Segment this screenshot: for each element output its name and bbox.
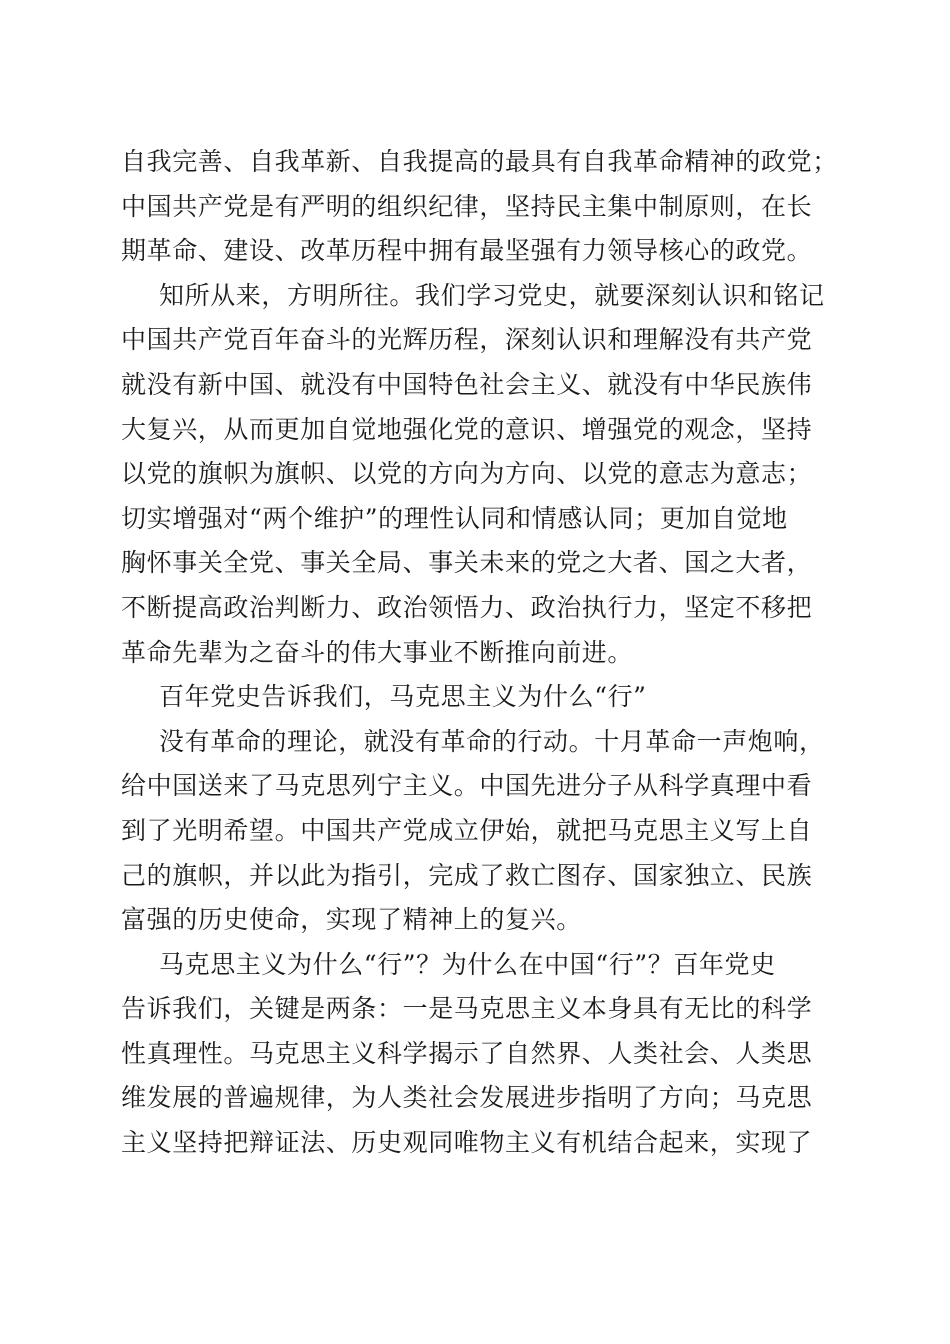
text-line: 期革命、建设、改革历程中拥有最坚强有力领导核心的政党。 [121, 236, 813, 266]
text-line: 不断提高政治判断力、政治领悟力、政治执行力，坚定不移把 [121, 592, 813, 622]
text-line: 到了光明希望。中国共产党成立伊始，就把马克思主义写上自 [121, 815, 813, 845]
text-line: 知所从来，方明所往。我们学习党史，就要深刻认识和铭记 [159, 280, 825, 310]
text-line: 切实增强对“两个维护”的理性认同和情感认同；更加自觉地 [121, 503, 788, 533]
text-line: 以党的旗帜为旗帜、以党的方向为方向、以党的意志为意志； [121, 459, 813, 489]
text-line: 中国共产党是有严明的组织纪律，坚持民主集中制原则，在长 [121, 191, 813, 221]
text-line: 没有革命的理论，就没有革命的行动。十月革命一声炮响， [159, 726, 825, 756]
text-line: 维发展的普遍规律，为人类社会发展进步指明了方向；马克思 [121, 1083, 813, 1113]
text-line: 胸怀事关全党、事关全局、事关未来的党之大者、国之大者， [121, 548, 813, 578]
text-line: 主义坚持把辩证法、历史观同唯物主义有机结合起来，实现了 [121, 1128, 813, 1158]
text-line: 中国共产党百年奋斗的光辉历程，深刻认识和理解没有共产党 [121, 325, 813, 355]
text-line: 革命先辈为之奋斗的伟大事业不断推向前进。 [121, 637, 634, 667]
text-line: 给中国送来了马克思列宁主义。中国先进分子从科学真理中看 [121, 771, 813, 801]
text-line: 富强的历史使命，实现了精神上的复兴。 [121, 905, 582, 935]
body-text [121, 140, 838, 1166]
text-line: 己的旗帜，并以此为指引，完成了救亡图存、国家独立、民族 [121, 860, 813, 890]
text-line: 告诉我们，关键是两条：一是马克思主义本身具有无比的科学 [121, 994, 813, 1024]
text-line: 大复兴，从而更加自觉地强化党的意识、增强党的观念，坚持 [121, 414, 813, 444]
text-line: 自我完善、自我革新、自我提高的最具有自我革命精神的政党； [121, 147, 838, 176]
text-line: 性真理性。马克思主义科学揭示了自然界、人类社会、人类思 [121, 1038, 813, 1068]
text-line: 马克思主义为什么“行”？为什么在中国“行”？百年党史 [159, 949, 776, 979]
text-line: 百年党史告诉我们，马克思主义为什么“行” [159, 682, 647, 712]
text-line: 就没有新中国、就没有中国特色社会主义、就没有中华民族伟 [121, 369, 813, 399]
